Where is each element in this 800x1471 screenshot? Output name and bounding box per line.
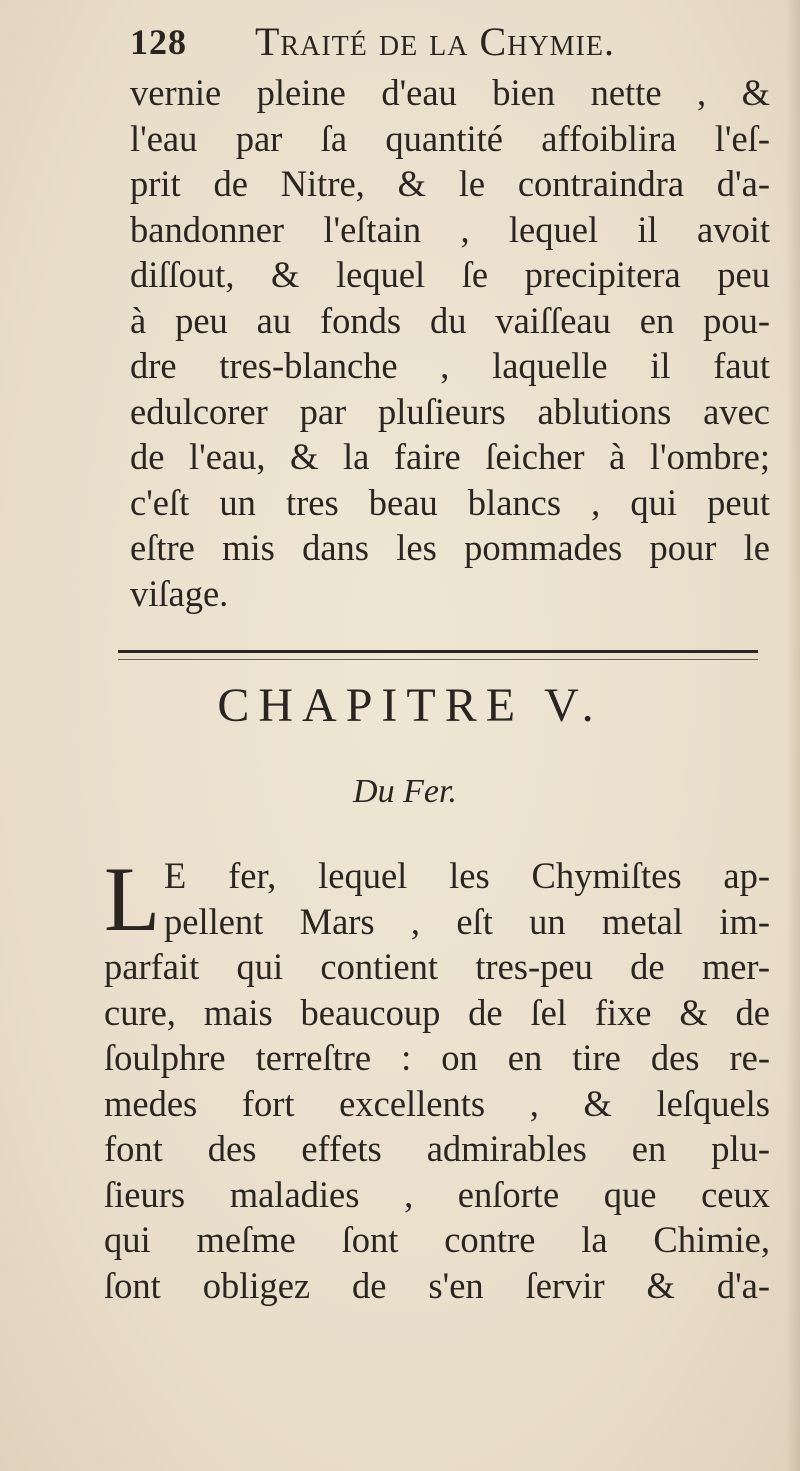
text-line: font des effets admirables en plu- [104, 1128, 770, 1169]
body-text [130, 70, 770, 616]
text-line: eſtre mis dans les pommades pour le [130, 527, 770, 568]
text-line: bandonner l'eſtain , lequel il avoit [130, 208, 770, 250]
chapter-heading: CHAPITRE V. [217, 679, 603, 732]
drop-cap: L [104, 848, 161, 950]
text-line: vernie pleine d'eau bien nette , & [130, 72, 770, 113]
text-line: edulcorer par pluſieurs ablutions avec [130, 390, 770, 432]
text-line: diſſout, & lequel ſe precipitera peu [130, 254, 770, 295]
page-header [130, 14, 770, 70]
text-line: dre tres-blanche , laquelle il faut [130, 345, 770, 386]
text-line: prit de Nitre, & le contraindra d'a- [130, 163, 770, 204]
text-line: medes fort excellents , & leſquels [104, 1082, 770, 1124]
text-line: qui meſme ſont contre la Chimie, [104, 1219, 770, 1260]
text-line: c'eſt un tres beau blancs , qui peut [130, 481, 770, 523]
text-line: E fer, lequel les Chymiſtes ap- [164, 855, 770, 896]
text-line: à peu au fonds du vaiſſeau en pou- [130, 299, 770, 341]
text-line: parfait qui contient tres-peu de mer- [104, 946, 770, 987]
text-line: l'eau par ſa quantité affoiblira l'eſ- [130, 117, 770, 159]
page-number: 128 [130, 22, 187, 62]
chapter-text [104, 848, 770, 1308]
text-line: ſont obligez de s'en ſervir & d'a- [104, 1264, 770, 1306]
text-line: de l'eau, & la faire ſeicher à l'ombre; [130, 436, 770, 477]
running-title: Traité de la Chymie. [255, 19, 615, 64]
text-line: viſage. [130, 572, 229, 614]
section-divider [118, 650, 758, 660]
chapter-subtitle: Du Fer. [353, 773, 457, 810]
text-line: pellent Mars , eſt un metal im- [164, 900, 770, 942]
text-line: cure, mais beaucoup de ſel fixe & de [104, 991, 770, 1033]
text-line: ſieurs maladies , enſorte que ceux [104, 1173, 770, 1215]
text-line: ſoulphre terreſtre : on en tire des re- [104, 1037, 770, 1078]
